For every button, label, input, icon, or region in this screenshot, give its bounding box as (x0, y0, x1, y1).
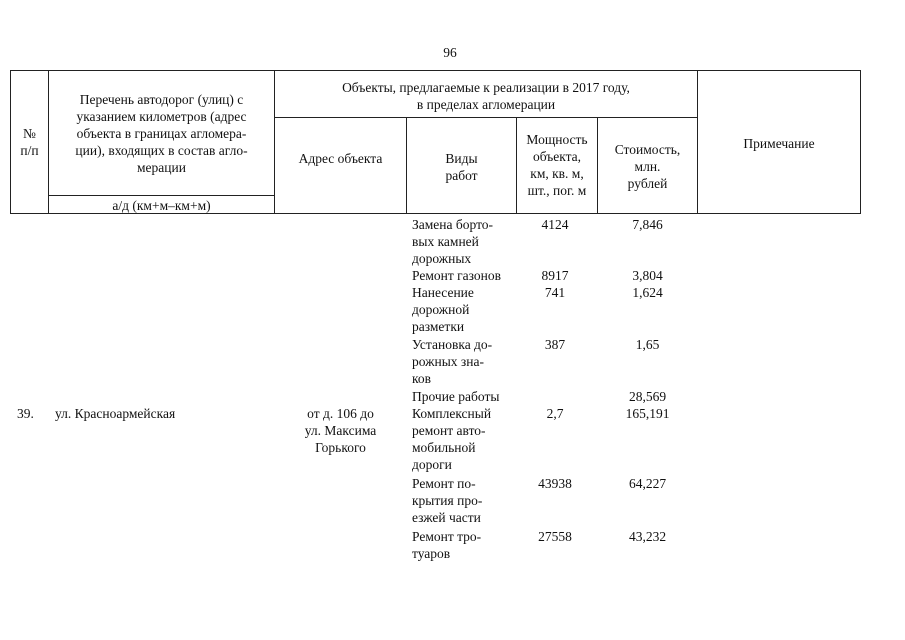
work-name: Ремонт по- крытия про- езжей части (412, 476, 483, 525)
work-capacity: 2,7 (546, 406, 564, 421)
work-capacity: 27558 (538, 529, 572, 544)
work-name: Установка до- рожных зна- ков (412, 337, 493, 386)
header-capacity: Мощность объекта, км, кв. м, шт., пог. м (526, 132, 588, 198)
row-address: от д. 106 до ул. Максима Горького (304, 406, 377, 455)
header-roads: Перечень автодорог (улиц) с указанием километров (адрес объекта в границах агломера- ции), входящих в состав агло- мерации (75, 92, 248, 175)
page-number: 96 (443, 45, 457, 60)
work-cost: 64,227 (628, 476, 667, 491)
header-cost: Стоимость, млн. рублей (614, 142, 681, 191)
header-works: Виды работ (445, 151, 478, 183)
work-cost: 3,804 (632, 268, 663, 283)
row-number: 39. (17, 406, 34, 421)
work-name: Комплексный ремонт авто- мобильной дороги (412, 406, 492, 472)
work-cost: 7,846 (632, 217, 663, 232)
work-capacity: 387 (544, 337, 566, 352)
work-name: Замена борто- вых камней дорожных (412, 217, 494, 266)
row-road: ул. Красноармейская (55, 406, 176, 421)
header-number: № п/п (20, 126, 39, 158)
work-cost: 1,624 (632, 285, 663, 300)
header-objects-group: Объекты, предлагаемые к реализации в 2017 году, в пределах агломерации (342, 80, 630, 112)
header-note: Примечание (743, 136, 815, 151)
header-roads-sub: а/д (км+м–км+м) (112, 198, 211, 213)
work-cost: 43,232 (628, 529, 667, 544)
work-capacity: 8917 (541, 268, 569, 283)
work-name: Ремонт тро- туаров (412, 529, 482, 561)
work-name: Нанесение дорожной разметки (412, 285, 474, 334)
work-cost: 165,191 (625, 406, 670, 421)
work-capacity: 43938 (538, 476, 572, 491)
work-name: Прочие работы (412, 389, 500, 404)
work-cost: 28,569 (628, 389, 667, 404)
work-cost: 1,65 (635, 337, 660, 352)
work-name: Ремонт газонов (412, 268, 501, 283)
work-capacity: 4124 (541, 217, 569, 232)
work-capacity: 741 (544, 285, 566, 300)
header-address: Адрес объекта (298, 151, 383, 166)
